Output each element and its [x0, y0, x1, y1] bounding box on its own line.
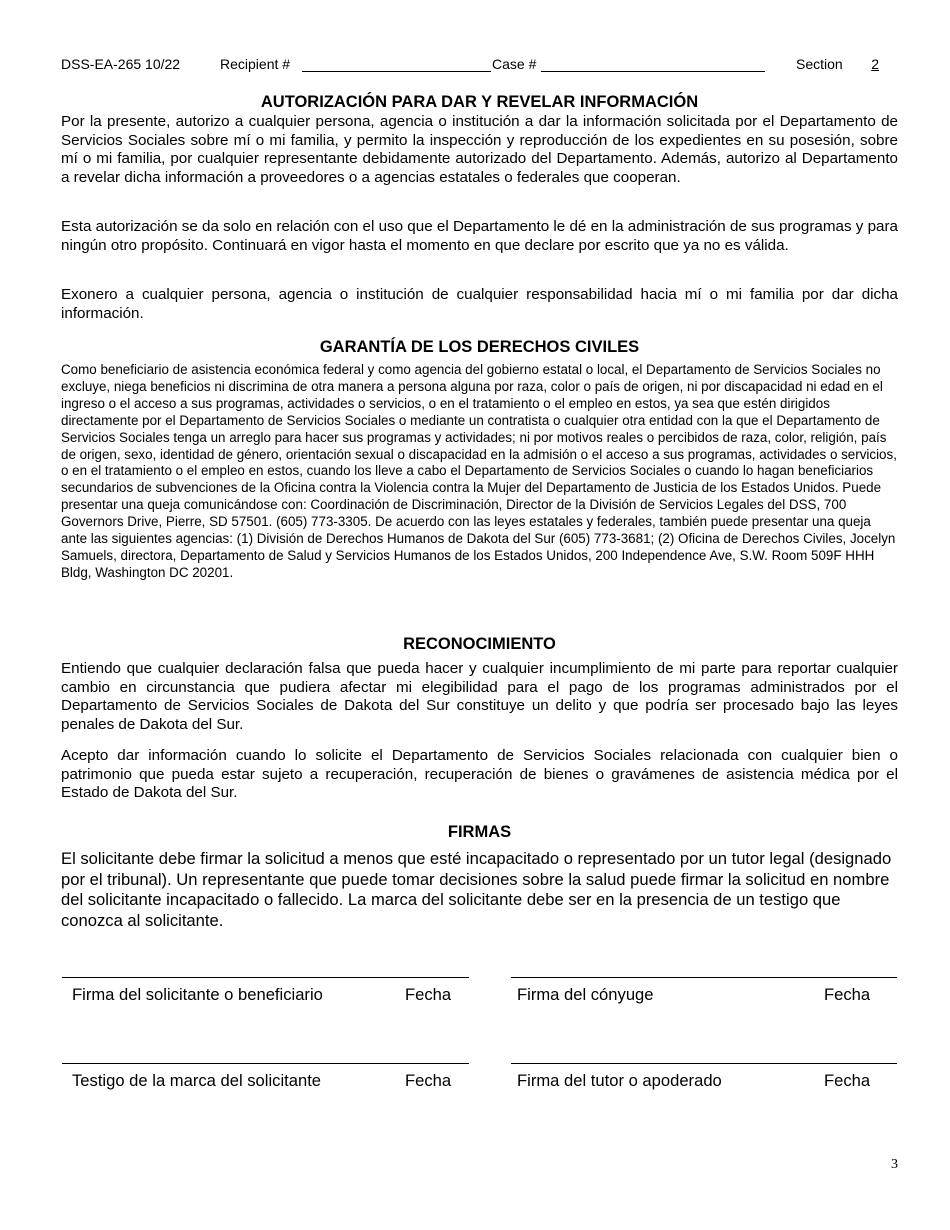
- guardian-signature-label: Firma del tutor o apoderado: [517, 1071, 722, 1090]
- spouse-signature-field[interactable]: [511, 977, 897, 1017]
- signatures-title: FIRMAS: [447, 823, 512, 841]
- section-number: 2: [871, 56, 879, 72]
- form-id: DSS-EA-265 10/22: [61, 56, 181, 72]
- applicant-signature-field[interactable]: [62, 977, 469, 1017]
- acknowledgement-title: RECONOCIMIENTO: [403, 635, 556, 653]
- signature-line: [62, 1063, 469, 1064]
- signature-line: [511, 977, 897, 978]
- authorization-paragraph-2: Esta autorización se da solo en relación con el uso que el Departamento le dé en la administración de sus programas y para ningún otro propósito. Continuará en vigor hasta el momento en que declare por escrito que ya no es válida.: [61, 218, 898, 254]
- civil-rights-title: GARANTÍA DE LOS DERECHOS CIVILES: [319, 338, 640, 356]
- date-label: Fecha: [405, 985, 452, 1004]
- page-number: 3: [891, 1157, 898, 1172]
- witness-signature-field[interactable]: [62, 1063, 469, 1103]
- date-label: Fecha: [824, 985, 871, 1004]
- applicant-signature-label: Firma del solicitante o beneficiario: [72, 985, 323, 1004]
- date-label: Fecha: [405, 1071, 452, 1090]
- form-header: [61, 56, 898, 76]
- authorization-paragraph-3: Exonero a cualquier persona, agencia o institución de cualquier responsabilidad hacia mí o mi familia por dar dicha información.: [61, 286, 898, 322]
- authorization-title: AUTORIZACIÓN PARA DAR Y REVELAR INFORMACIÓN: [260, 93, 699, 111]
- signature-line: [62, 977, 469, 978]
- recipient-number-field[interactable]: [302, 71, 491, 72]
- acknowledgement-paragraph-1: Entiendo que cualquier declaración falsa que pueda hacer y cualquier incumplimiento de mi parte para reportar cualquier cambio en circunstancia que pudiera afectar mi elegibilidad para el pago de los programas administrados por el Departamento de Servicios Sociales de Dakota del Sur constituye un delito y que podría ser procesado bajo las leyes penales de Dakota del Sur.: [61, 660, 898, 733]
- witness-signature-label: Testigo de la marca del solicitante: [72, 1071, 322, 1090]
- section-label: Section: [796, 56, 843, 72]
- acknowledgement-paragraph-2: Acepto dar información cuando lo solicite el Departamento de Servicios Sociales relacionada con cualquier bien o patrimonio que pueda estar sujeto a recuperación, recuperación de bienes o gravámenes de asistencia médica por el Estado de Dakota del Sur.: [61, 747, 898, 802]
- authorization-paragraph-1: Por la presente, autorizo a cualquier persona, agencia o institución a dar la información solicitada por el Departamento de Servicios Sociales sobre mí o mi familia, y permito la inspección y reproducción de los expedientes en su posesión, sobre mí o mi familia, por cualquier representante debidamente autorizado del Departamento. Además, autorizo al Departamento a revelar dicha información a proveedores o a agencias estatales o federales que cooperan.: [61, 113, 898, 186]
- signatures-intro: El solicitante debe firmar la solicitud a menos que esté incapacitado o representado por un tutor legal (designado por el tribunal). Un representante que puede tomar decisiones sobre la salud puede firmar la solicitud en nombre del solicitante incapacitado o fallecido. La marca del solicitante debe ser en la presencia de un testigo que conozca al solicitante.: [61, 849, 892, 930]
- spouse-signature-label: Firma del cónyuge: [517, 985, 654, 1004]
- case-number-field[interactable]: [541, 71, 765, 72]
- guardian-signature-field[interactable]: [511, 1063, 897, 1103]
- date-label: Fecha: [824, 1071, 871, 1090]
- case-label: Case #: [492, 56, 537, 72]
- recipient-label: Recipient #: [220, 56, 291, 72]
- signature-line: [511, 1063, 897, 1064]
- civil-rights-body: Como beneficiario de asistencia económica federal y como agencia del gobierno estatal o local, el Departamento de Servicios Sociales no excluye, niega beneficios ni discrimina de otra manera a persona alguna por raza, color o país de origen, ni por discapacidad ni edad en el ingreso o el acceso a sus programas, actividades o servicios, o en el tratamiento o el empleo en estos, ya sea que estén dirigidos directamente por el Departamento de Servicios Sociales o mediante un contratista o cualquier otra entidad con la que el Departamento de Servicios Sociales tenga un arreglo para hacer sus programas y actividades; ni por motivos reales o percibidos de raza, color, religión, país de origen, sexo, identidad de género, orientación sexual o discapacidad en la admisión o el acceso a sus programas, actividades o servicios, o en el tratamiento o el empleo en estos, cuando los lleve a cabo el Departamento de Servicios Sociales o cuando lo hagan beneficiarios secundarios de subvenciones de la Oficina contra la Violencia contra la Mujer del Departamento de Justicia de los Estados Unidos. Puede presentar una queja comunicándose con: Coordinación de Discriminación, Director de la División de Servicios Legales del DSS, 700 Governors Drive, Pierre, SD 57501. (605) 773-3305. De acuerdo con las leyes estatales y federales, también puede presentar una queja ante las siguientes agencias: (1) División de Derechos Humanos de Dakota del Sur (605) 773-3681; (2) Oficina de Derechos Civiles, Jocelyn Samuels, directora, Departamento de Salud y Servicios Humanos de los Estados Unidos, 200 Independence Ave, S.W. Room 509F HHH Bldg, Washington DC 20201.: [61, 362, 897, 580]
